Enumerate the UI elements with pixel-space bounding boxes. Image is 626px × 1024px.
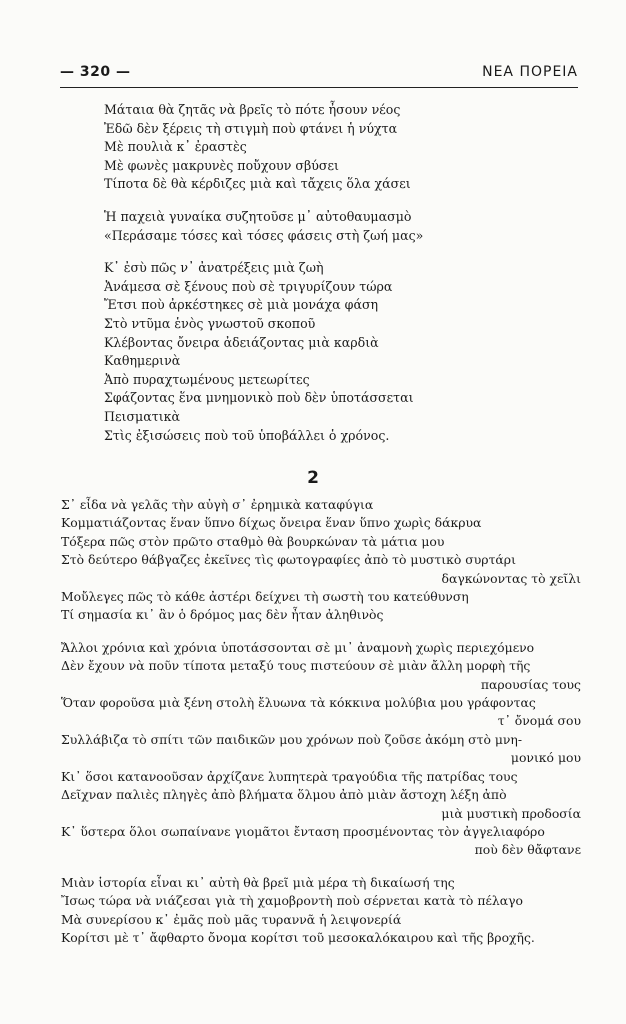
poem-part-2 — [61, 496, 581, 961]
verse-line: Κομματιάζοντας ἕναν ὕπνο δίχως ὄνειρα ἕναν ὕπνο χωρὶς δάκρυα — [61, 515, 482, 531]
verse-line: Ἄλλοι χρόνια καὶ χρόνια ὑποτάσσονται σὲ μι᾽ ἀναμονὴ χωρὶς περιεχόμενο — [61, 639, 535, 655]
verse-line: Κ᾽ ἐσὺ πῶς ν᾽ ἀνατρέξεις μιὰ ζωὴ — [104, 260, 324, 276]
verse-line: Ἔτσι ποὺ ἀρκέστηκες σὲ μιὰ μονάχα φάση — [104, 297, 379, 313]
verse-line: Ὅταν φοροῦσα μιὰ ξένη στολὴ ἔλυωνα τὰ κόκκινα μολύβια μου γράφοντας — [61, 695, 536, 711]
verse-line: Ἡ παχειὰ γυναίκα συζητοῦσε μ᾽ αὐτοθαυμασμὸ — [104, 208, 412, 224]
verse-line: Πεισματικὰ — [104, 408, 181, 424]
stanza — [104, 208, 564, 245]
verse-line: Τόξερα πῶς στὸν πρῶτο σταθμὸ θὰ βουρκώναν τὰ μάτια μου — [61, 533, 445, 549]
stanza — [61, 639, 581, 860]
verse-line-continuation: δαγκώνοντας τὸ χεῖλι — [441, 570, 581, 586]
verse-line: Τί σημασία κι᾽ ἂν ὁ δρόμος μας δὲν ἦταν ἀληθινὸς — [61, 607, 384, 623]
verse-line: Ἀπὸ πυραχτωμένους μετεωρίτες — [104, 371, 310, 387]
section-number: 2 — [307, 468, 319, 488]
verse-line: Κλέβοντας ὄνειρα ἀδειάζοντας μιὰ καρδιὰ — [104, 334, 379, 350]
verse-line: Σ᾽ εἶδα νὰ γελᾶς τὴν αὐγὴ σ᾽ ἐρημικὰ καταφύγια — [61, 497, 374, 512]
verse-line-continuation: ποὺ δὲν θἄφτανε — [474, 842, 581, 858]
verse-line: Δὲν ἔχουν νὰ ποῦν τίποτα μεταξύ τους πιστεύουν σὲ μιὰν ἄλλη μορφὴ τῆς — [61, 658, 531, 674]
verse-line-continuation: παρουσίας τους — [480, 676, 581, 692]
verse-line: Μὲ πουλιὰ κ᾽ ἐραστὲς — [104, 139, 247, 155]
verse-line: Κι᾽ ὅσοι κατανοοῦσαν ἀρχίζανε λυπητερὰ τραγούδια τῆς πατρίδας τους — [61, 768, 518, 784]
verse-line: Σφάζοντας ἕνα μνημονικὸ ποὺ δὲν ὑποτάσσεται — [104, 390, 414, 406]
verse-line: Ἀνάμεσα σὲ ξένους ποὺ σὲ τριγυρίζουν τώρα — [104, 278, 393, 294]
verse-line: Στὸ δεύτερο θάβγαζες ἐκεῖνες τὶς φωτογραφίες ἀπὸ τὸ μυστικὸ συρτάρι — [61, 552, 516, 568]
verse-line: Μοὔλεγες πῶς τὸ κάθε ἀστέρι δείχνει τὴ σωστὴ του κατεύθυνση — [61, 589, 469, 605]
journal-title: ΝΕΑ ΠΟΡΕΙΑ — [482, 64, 578, 80]
verse-line: Κορίτσι μὲ τ᾽ ἄφθαρτο ὄνομα κορίτσι τοῦ μεσοκαλόκαιρου καὶ τῆς βροχῆς. — [61, 929, 535, 945]
verse-line: Μὰ συνερίσου κ᾽ ἐμᾶς ποὺ μᾶς τυραννᾶ ἡ λειψονερίά — [61, 911, 402, 927]
verse-line: Τίποτα δὲ θὰ κέρδιζες μιὰ καὶ τἄχεις ὅλα χάσει — [104, 176, 411, 192]
verse-line-continuation: τ᾽ ὄνομά σου — [497, 713, 581, 729]
verse-line: Στὸ ντῦμα ἑνὸς γνωστοῦ σκοποῦ — [104, 315, 316, 331]
verse-line: Στὶς ἐξισώσεις ποὺ τοῦ ὑποβάλλει ὁ χρόνος. — [104, 427, 390, 443]
verse-line: Μιὰν ἱστορία εἶναι κι᾽ αὐτὴ θὰ βρεῖ μιὰ μέρα τὴ δικαίωσή της — [61, 874, 455, 890]
verse-line: «Περάσαμε τόσες καὶ τόσες φάσεις στὴ ζωή μας» — [104, 227, 424, 243]
page-number: — 320 — — [60, 64, 131, 80]
verse-line: Ἴσως τώρα νὰ νιάζεσαι γιὰ τὴ χαμοβροντὴ ποὺ σέρνεται κατὰ τὸ πέλαγο — [61, 893, 523, 909]
stanza — [104, 101, 564, 194]
stanza — [61, 874, 581, 948]
verse-line: Δεῖχναν παλιὲς πληγὲς ἀπὸ βλήματα ὅλμου ἀπὸ μιὰν ἄστοχη λέξη ἀπὸ — [61, 787, 507, 803]
stanza — [61, 496, 581, 625]
poem-part-1 — [104, 101, 564, 459]
verse-line: Κ᾽ ὕστερα ὅλοι σωπαίνανε γιομᾶτοι ἔνταση προσμένοντας τὸν ἀγγελιαφόρο — [61, 823, 545, 839]
verse-line: Ἐδῶ δὲν ξέρεις τὴ στιγμὴ ποὺ φτάνει ἡ νύχτα — [104, 120, 398, 136]
verse-line: Μάταια θὰ ζητᾶς νὰ βρεῖς τὸ πότε ἦσουν νέος — [104, 102, 401, 117]
verse-line: Καθημερινὰ — [104, 353, 181, 369]
stanza — [104, 259, 564, 445]
running-header — [60, 64, 578, 86]
verse-line-continuation: μιὰ μυστικὴ προδοσία — [441, 805, 581, 821]
verse-line-continuation: μονικό μου — [510, 750, 581, 766]
verse-line: Συλλάβιζα τὸ σπίτι τῶν παιδικῶν μου χρόνων ποὺ ζοῦσε ἀκόμη στὸ μνη- — [61, 731, 523, 747]
verse-line: Μὲ φωνὲς μακρυνὲς ποὔχουν σβύσει — [104, 157, 339, 173]
header-rule — [60, 87, 578, 88]
